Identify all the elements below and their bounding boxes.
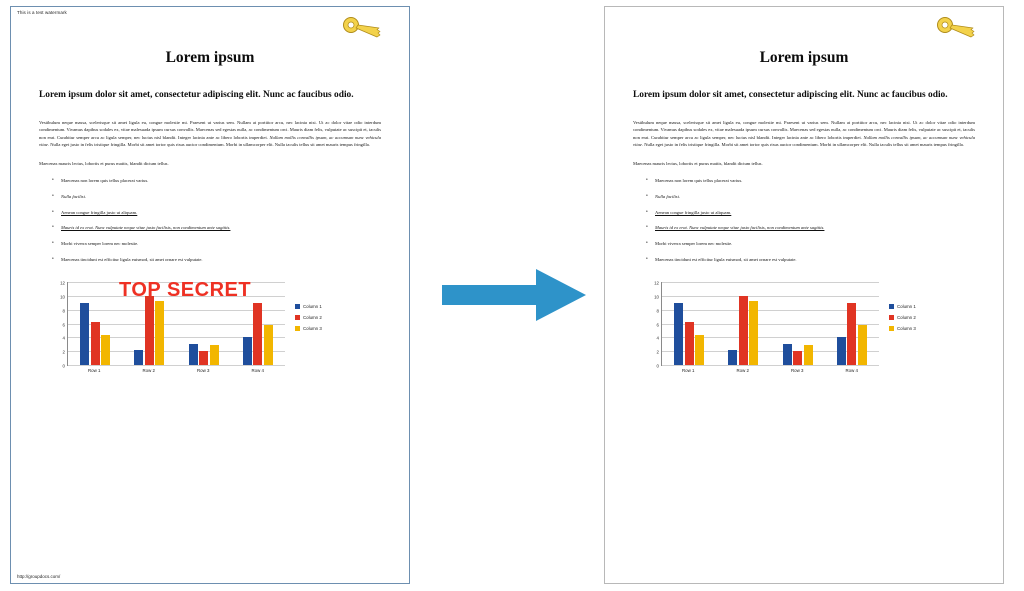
legend-label: Column 2 <box>303 315 322 321</box>
list-item-label: Aenean congue fringilla justo ut aliquam. <box>655 209 732 215</box>
list-item <box>61 225 381 232</box>
list-item-label: Nulla facilisi. <box>61 193 87 199</box>
y-tick-label: 8 <box>656 308 659 314</box>
list-item-label: Mauris id ex erat. Nunc vulputate neque vitae justo facilisis, non condimentum ante sagittis. <box>655 225 825 231</box>
legend-swatch-icon <box>295 304 300 309</box>
chart-legend <box>295 304 322 331</box>
page-title: Lorem ipsum <box>165 49 255 66</box>
bar-s1-c1 <box>674 303 683 365</box>
bar-group <box>837 282 867 365</box>
legend-label: Column 3 <box>897 326 916 332</box>
page-title: Lorem ipsum <box>759 49 849 66</box>
bar-s1-c1 <box>80 303 89 365</box>
bar-group <box>783 282 813 365</box>
legend-item <box>295 315 322 320</box>
x-tick-label: Row 2 <box>142 368 155 374</box>
legend-item <box>889 304 916 309</box>
y-tick-label: 0 <box>62 363 65 369</box>
bar-s3-c2 <box>749 301 758 365</box>
bar-s3-c1 <box>101 335 110 365</box>
document-page-before <box>10 6 410 584</box>
list-item <box>61 210 381 217</box>
y-tick-label: 10 <box>654 294 659 300</box>
y-tick-label: 0 <box>656 363 659 369</box>
key-icon <box>341 15 385 41</box>
bar-s3-c3 <box>210 345 219 365</box>
bar-s1-c2 <box>134 350 143 365</box>
list-item <box>61 178 381 185</box>
list-item <box>655 210 975 217</box>
y-tick-label: 4 <box>656 335 659 341</box>
x-tick-label: Row 1 <box>88 368 101 374</box>
legend-swatch-icon <box>295 326 300 331</box>
body-paragraph-2: Maecenas mauris lectus, lobortis et purus mattis, blandit dictum tellus. <box>39 161 169 167</box>
bar-s1-c4 <box>837 337 846 365</box>
bar-chart-after <box>639 280 969 385</box>
bar-s2-c3 <box>793 351 802 365</box>
paragraph-1-italic: Nullam mollis convallis ipsum, ac accumsan nunc vehicula vitae. <box>633 134 976 147</box>
page-content-after <box>605 7 1003 583</box>
legend-item <box>889 326 916 331</box>
bar-s2-c3 <box>199 351 208 365</box>
bar-s3-c1 <box>695 335 704 365</box>
bar-s2-c4 <box>847 303 856 365</box>
list-item <box>655 257 975 264</box>
bar-s1-c3 <box>783 344 792 365</box>
chart-x-axis-labels <box>661 368 879 373</box>
y-tick-label: 8 <box>62 308 65 314</box>
y-tick-label: 6 <box>62 322 65 328</box>
top-secret-watermark: TOP SECRET <box>119 279 252 301</box>
process-arrow-icon <box>440 265 588 325</box>
bar-s1-c3 <box>189 344 198 365</box>
list-item-label: Mauris id ex erat. Nunc vulputate neque vitae justo facilisis, non condimentum ante sagittis. <box>61 225 231 231</box>
list-item <box>655 225 975 232</box>
x-tick-label: Row 3 <box>791 368 804 374</box>
list-item <box>61 257 381 264</box>
paragraph-1-part-a: Vestibulum neque massa, scelerisque sit amet ligula eu, congue molestie mi. Praesent ut varius sem. Nullam at porttitor arcu, nec lacinia nisi. Ut ac dolor vitae odio interdum condimentum. Vivamus dapibus sodales ex, vitae malesuada ipsum cursus convallis. Maecenas sed egestas nulla, ac condimentum orci. Mauris diam felis, vulputate ac suscipit et, iaculis non erat. Curabitur semper arcu ac ligula semper, nec luctus nisl blandit. Integer lacinia ante ac libero lobortis imperdiet. <box>633 119 975 140</box>
list-item-label: Maecenas non lorem quis tellus placerat varius. <box>61 177 149 183</box>
x-tick-label: Row 3 <box>197 368 210 374</box>
legend-swatch-icon <box>889 326 894 331</box>
list-item-label: Maecenas tincidunt est efficitur ligula euismod, sit amet ornare est vulputate. <box>61 257 203 263</box>
x-tick-label: Row 4 <box>845 368 858 374</box>
chart-x-axis-labels <box>67 368 285 373</box>
y-tick-label: 2 <box>656 349 659 355</box>
bar-group <box>80 282 110 365</box>
bar-s3-c3 <box>804 345 813 365</box>
x-tick-label: Row 1 <box>682 368 695 374</box>
legend-swatch-icon <box>889 304 894 309</box>
y-tick-label: 12 <box>654 280 659 286</box>
paragraph-1-italic: Nullam mollis convallis ipsum, ac accumsan nunc vehicula vitae. <box>39 134 382 147</box>
document-page-after <box>604 6 1004 584</box>
bullet-list <box>39 178 381 264</box>
bar-s2-c2 <box>739 296 748 365</box>
bar-s2-c2 <box>145 296 154 365</box>
list-item-label: Nulla facilisi. <box>655 193 681 199</box>
legend-label: Column 3 <box>303 326 322 332</box>
chart-legend <box>889 304 916 331</box>
list-item-label: Aenean congue fringilla justo ut aliquam. <box>61 209 138 215</box>
y-tick-label: 12 <box>60 280 65 286</box>
legend-item <box>889 315 916 320</box>
bar-s2-c1 <box>91 322 100 366</box>
list-item-label: Morbi viverra semper lorem nec molestie. <box>61 241 139 247</box>
x-tick-label: Row 4 <box>251 368 264 374</box>
page-subtitle: Lorem ipsum dolor sit amet, consectetur adipiscing elit. Nunc ac faucibus odio. <box>633 90 948 100</box>
list-item <box>61 194 381 201</box>
page-subtitle: Lorem ipsum dolor sit amet, consectetur adipiscing elit. Nunc ac faucibus odio. <box>39 90 354 100</box>
y-tick-label: 6 <box>656 322 659 328</box>
x-tick-label: Row 2 <box>736 368 749 374</box>
paragraph-1-part-b: Nulla eget justo in felis tristique fringilla. Morbi sit amet tortor quis risus auctor condimentum. Morbi in ullamcorper elit. Nulla iaculis tellus sit amet mauris tempus fringilla. <box>643 141 964 147</box>
bar-s3-c4 <box>858 325 867 365</box>
bar-s3-c4 <box>264 325 273 365</box>
y-tick-label: 4 <box>62 335 65 341</box>
legend-swatch-icon <box>889 315 894 320</box>
bar-s2-c1 <box>685 322 694 366</box>
list-item <box>61 241 381 248</box>
legend-label: Column 2 <box>897 315 916 321</box>
watermark-bottom-text: http://groupdocs.com/ <box>17 574 61 579</box>
y-tick-label: 2 <box>62 349 65 355</box>
paragraph-1-part-a: Vestibulum neque massa, scelerisque sit amet ligula eu, congue molestie mi. Praesent ut varius sem. Nullam at porttitor arcu, nec lacinia nisi. Ut ac dolor vitae odio interdum condimentum. Vivamus dapibus sodales ex, vitae malesuada ipsum cursus convallis. Maecenas sed egestas nulla, ac condimentum orci. Mauris diam felis, vulputate ac suscipit et, iaculis non erat. Curabitur semper arcu ac ligula semper, nec luctus nisl blandit. Integer lacinia ante ac libero lobortis imperdiet. <box>39 119 381 140</box>
bar-s1-c4 <box>243 337 252 365</box>
watermark-top-text: This is a test watermark <box>17 10 67 15</box>
list-item <box>655 241 975 248</box>
legend-label: Column 1 <box>303 304 322 310</box>
legend-item <box>295 304 322 309</box>
list-item-label: Maecenas tincidunt est efficitur ligula euismod, sit amet ornare est vulputate. <box>655 257 797 263</box>
legend-label: Column 1 <box>897 304 916 310</box>
key-icon <box>935 15 979 41</box>
chart-bar-groups <box>662 282 879 365</box>
bullet-list <box>633 178 975 264</box>
list-item-label: Morbi viverra semper lorem nec molestie. <box>655 241 733 247</box>
bar-group <box>728 282 758 365</box>
bar-group <box>674 282 704 365</box>
legend-item <box>295 326 322 331</box>
bar-s1-c2 <box>728 350 737 365</box>
chart-plot-area <box>654 280 879 369</box>
bar-s2-c4 <box>253 303 262 365</box>
y-tick-label: 10 <box>60 294 65 300</box>
list-item <box>655 194 975 201</box>
bar-s3-c2 <box>155 301 164 365</box>
body-paragraph-2: Maecenas mauris lectus, lobortis et purus mattis, blandit dictum tellus. <box>633 161 763 167</box>
body-paragraph-1 <box>39 119 381 149</box>
legend-swatch-icon <box>295 315 300 320</box>
list-item <box>655 178 975 185</box>
list-item-label: Maecenas non lorem quis tellus placerat varius. <box>655 177 743 183</box>
paragraph-1-part-b: Nulla eget justo in felis tristique fringilla. Morbi sit amet tortor quis risus auctor condimentum. Morbi in ullamcorper elit. Nulla iaculis tellus sit amet mauris tempus fringilla. <box>49 141 370 147</box>
body-paragraph-1 <box>633 119 975 149</box>
